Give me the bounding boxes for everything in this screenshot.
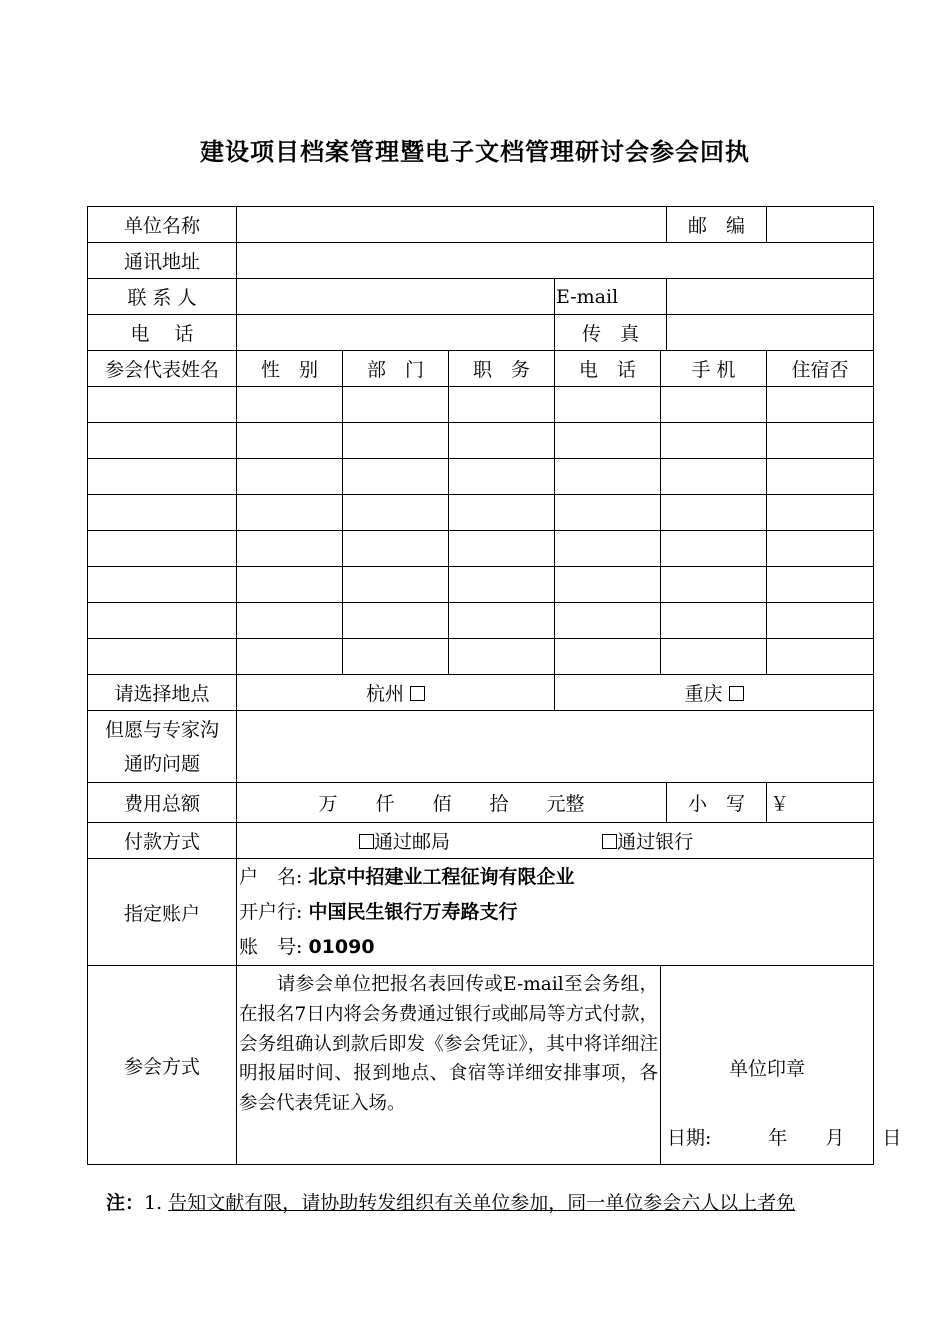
rep-cell[interactable] xyxy=(343,567,449,603)
rep-cell[interactable] xyxy=(555,495,661,531)
rep-cell[interactable] xyxy=(88,567,237,603)
rep-row xyxy=(88,567,874,603)
payment-label: 付款方式 xyxy=(88,823,237,859)
rep-cell[interactable] xyxy=(343,531,449,567)
rep-header-lodging: 住宿否 xyxy=(767,351,874,387)
contact-field[interactable] xyxy=(237,279,555,315)
note-label: 注： xyxy=(106,1192,145,1214)
rep-cell[interactable] xyxy=(767,531,874,567)
rep-cell[interactable] xyxy=(88,603,237,639)
unit-name-label: 单位名称 xyxy=(88,207,237,243)
rep-row xyxy=(88,459,874,495)
phone-label: 电 话 xyxy=(88,315,237,351)
rep-row xyxy=(88,423,874,459)
seal-label: 单位印章 xyxy=(729,1058,806,1080)
fee-label: 费用总额 xyxy=(88,783,237,823)
account-name-label: 户 名: xyxy=(239,865,303,888)
method-label: 参会方式 xyxy=(88,966,237,1165)
rep-cell[interactable] xyxy=(555,387,661,423)
location-chongqing-text: 重庆 xyxy=(684,683,723,705)
payment-bank-text: 通过银行 xyxy=(617,831,694,853)
rep-row xyxy=(88,495,874,531)
account-name-value: 北京中招建业工程征询有限企业 xyxy=(308,865,575,888)
rep-cell[interactable] xyxy=(767,603,874,639)
rep-cell[interactable] xyxy=(661,423,767,459)
rep-cell[interactable] xyxy=(88,495,237,531)
rep-header-name: 参会代表姓名 xyxy=(88,351,237,387)
rep-header-row xyxy=(88,351,874,387)
method-description: 请参会单位把报名表回传或E-mail至会务组，在报名7日内将会务费通过银行或邮局等方式付款，会务组确认到款后即发《参会凭证》，其中将详细注明报届时间、报到地点、食宿等详细安排事项，各参会代表凭证入场。 xyxy=(239,974,658,1115)
address-label: 通讯地址 xyxy=(88,243,237,279)
rep-cell[interactable] xyxy=(661,495,767,531)
footnote xyxy=(106,1188,795,1215)
rep-cell[interactable] xyxy=(555,603,661,639)
rep-cell[interactable] xyxy=(767,387,874,423)
email-field[interactable] xyxy=(667,279,874,315)
checkbox-icon[interactable] xyxy=(410,686,425,701)
fee-amount-units: 万 仟 佰 拾 元整 xyxy=(237,783,667,823)
row-phone xyxy=(88,315,874,351)
rep-cell[interactable] xyxy=(343,495,449,531)
rep-cell[interactable] xyxy=(449,423,555,459)
checkbox-icon[interactable] xyxy=(729,686,744,701)
rep-cell[interactable] xyxy=(555,567,661,603)
note-text: 告知文献有限，请协助转发组织有关单位参加，同一单位参会六人以上者免 xyxy=(168,1192,796,1214)
rep-header-dept: 部 门 xyxy=(343,351,449,387)
rep-cell[interactable] xyxy=(343,639,449,675)
location-label: 请选择地点 xyxy=(88,675,237,711)
payment-option-post[interactable] xyxy=(359,831,450,853)
note-number: 1. xyxy=(144,1192,169,1214)
rep-row xyxy=(88,531,874,567)
address-field[interactable] xyxy=(237,243,874,279)
account-label: 指定账户 xyxy=(88,859,237,966)
expert-label-line1: 但愿与专家沟 xyxy=(104,718,219,741)
payment-option-bank[interactable] xyxy=(602,831,693,853)
rep-cell[interactable] xyxy=(237,423,343,459)
rep-cell[interactable] xyxy=(767,495,874,531)
currency-symbol: ￥ xyxy=(770,793,790,815)
rep-cell[interactable] xyxy=(661,603,767,639)
row-contact xyxy=(88,279,874,315)
rep-cell[interactable] xyxy=(767,639,874,675)
rep-cell[interactable] xyxy=(767,567,874,603)
rep-header-title: 职 务 xyxy=(449,351,555,387)
row-payment xyxy=(88,823,874,859)
seal-cell xyxy=(661,966,902,1165)
seal-date: 日期: 年 月 日 xyxy=(667,1127,902,1149)
location-option-hangzhou[interactable] xyxy=(237,675,555,711)
rep-cell[interactable] xyxy=(661,639,767,675)
location-option-chongqing[interactable] xyxy=(555,675,874,711)
rep-cell[interactable] xyxy=(343,603,449,639)
expert-questions-field[interactable] xyxy=(237,711,874,783)
rep-cell[interactable] xyxy=(449,603,555,639)
row-unit-name xyxy=(88,207,874,243)
rep-cell[interactable] xyxy=(343,459,449,495)
row-method xyxy=(88,966,874,1165)
rep-cell[interactable] xyxy=(449,567,555,603)
rep-cell[interactable] xyxy=(767,459,874,495)
checkbox-icon[interactable] xyxy=(602,834,617,849)
rep-cell[interactable] xyxy=(661,387,767,423)
expert-label-line2: 通旳问题 xyxy=(123,752,200,775)
rep-cell[interactable] xyxy=(88,387,237,423)
rep-cell[interactable] xyxy=(343,387,449,423)
contact-label: 联 系 人 xyxy=(88,279,237,315)
phone-field[interactable] xyxy=(237,315,555,351)
account-number-line xyxy=(237,930,873,965)
account-name-line xyxy=(237,860,873,895)
row-fee xyxy=(88,783,874,823)
postcode-label: 邮 编 xyxy=(667,207,767,243)
rep-cell[interactable] xyxy=(88,531,237,567)
rep-cell[interactable] xyxy=(237,639,343,675)
account-bank-value: 中国民生银行万寿路支行 xyxy=(308,900,518,923)
rep-cell[interactable] xyxy=(88,423,237,459)
account-bank-label: 开户行: xyxy=(239,900,303,923)
fee-lowercase-field[interactable] xyxy=(767,783,874,823)
account-bank-line xyxy=(237,895,873,930)
rep-header-phone: 电 话 xyxy=(555,351,661,387)
rep-cell[interactable] xyxy=(661,567,767,603)
rep-cell[interactable] xyxy=(88,459,237,495)
fax-field[interactable] xyxy=(667,315,874,351)
rep-cell[interactable] xyxy=(661,531,767,567)
rep-cell[interactable] xyxy=(449,387,555,423)
row-location xyxy=(88,675,874,711)
email-label: E-mail xyxy=(555,279,667,315)
rep-cell[interactable] xyxy=(237,495,343,531)
rep-cell[interactable] xyxy=(343,423,449,459)
account-number-label: 账 号: xyxy=(239,935,303,958)
rep-cell[interactable] xyxy=(237,603,343,639)
form-title: 建设项目档案管理暨电子文档管理研讨会参会回执 xyxy=(200,138,750,166)
rep-cell[interactable] xyxy=(661,459,767,495)
rep-cell[interactable] xyxy=(88,639,237,675)
method-description-cell xyxy=(237,966,661,1165)
rep-cell[interactable] xyxy=(449,531,555,567)
rep-cell[interactable] xyxy=(237,459,343,495)
rep-cell[interactable] xyxy=(449,459,555,495)
rep-header-gender: 性 别 xyxy=(237,351,343,387)
account-number-value: 01090 xyxy=(308,935,375,958)
rep-cell[interactable] xyxy=(237,387,343,423)
rep-cell[interactable] xyxy=(767,423,874,459)
postcode-field[interactable] xyxy=(767,207,874,243)
expert-label xyxy=(88,711,237,783)
payment-post-text: 通过邮局 xyxy=(374,831,451,853)
registration-form xyxy=(87,206,902,1165)
rep-cell[interactable] xyxy=(555,423,661,459)
rep-row xyxy=(88,603,874,639)
rep-row xyxy=(88,387,874,423)
fax-label: 传 真 xyxy=(555,315,667,351)
account-details xyxy=(237,859,874,966)
fee-lowercase-label: 小 写 xyxy=(667,783,767,823)
rep-cell[interactable] xyxy=(555,459,661,495)
rep-cell[interactable] xyxy=(555,531,661,567)
rep-cell[interactable] xyxy=(449,639,555,675)
rep-header-mobile: 手 机 xyxy=(661,351,767,387)
row-account xyxy=(88,859,874,966)
unit-name-field[interactable] xyxy=(237,207,667,243)
rep-cell[interactable] xyxy=(237,567,343,603)
row-address xyxy=(88,243,874,279)
rep-cell[interactable] xyxy=(449,495,555,531)
rep-row xyxy=(88,639,874,675)
checkbox-icon[interactable] xyxy=(359,834,374,849)
rep-cell[interactable] xyxy=(237,531,343,567)
location-hangzhou-text: 杭州 xyxy=(365,683,404,705)
payment-options xyxy=(237,823,874,859)
rep-cell[interactable] xyxy=(555,639,661,675)
row-expert-questions xyxy=(88,711,874,783)
